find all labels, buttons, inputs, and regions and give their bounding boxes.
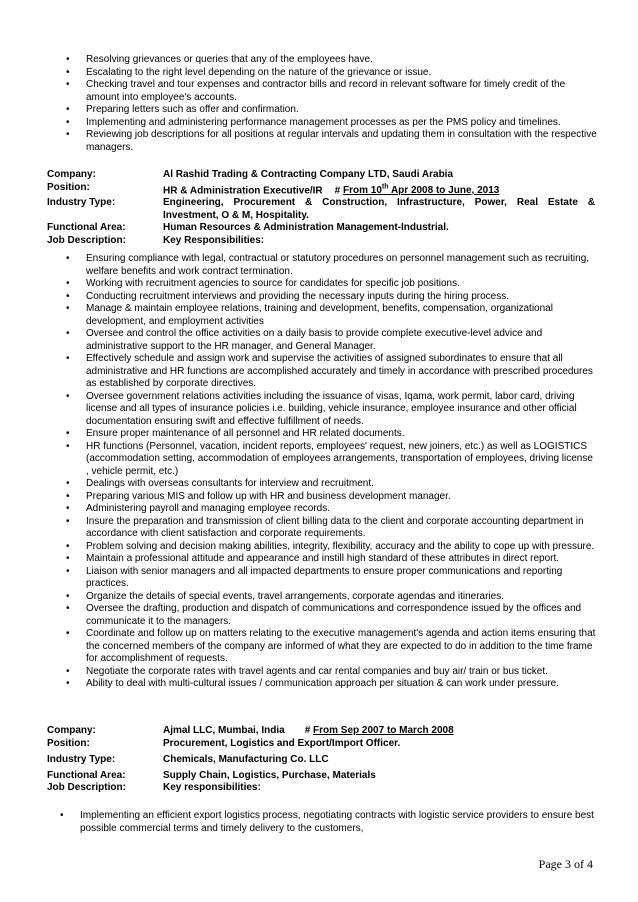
job2-desc-row	[47, 782, 595, 795]
functional-area-label: Functional Area:	[47, 222, 126, 234]
position-label: Position:	[47, 738, 90, 749]
list-item: • Dealings with overseas consultants for interview and recruitment.	[66, 478, 598, 491]
list-item: • Preparing letters such as offer and confirmation.	[66, 104, 598, 117]
company-name: Al Rashid Trading & Contracting Company LTD, Saudi Arabia	[163, 169, 454, 180]
industry-label: Industry Type:	[47, 197, 116, 209]
date-prefix: #	[334, 184, 341, 196]
list-item: • Ensuring compliance with legal, contractual or statutory procedures on personnel management such as recruiting, welfare benefits and work contract termination.	[66, 253, 598, 278]
job2-position-row	[47, 738, 595, 754]
job1-desc-row	[47, 235, 595, 248]
list-item: • Administering payroll and managing employee records.	[66, 503, 598, 516]
list-item: • Problem solving and decision making abilities, integrity, flexibility, accuracy and the ability to cope up with pressure.	[66, 541, 598, 554]
grievance-bullet-list	[66, 54, 598, 154]
list-item: • HR functions (Personnel, vacation, incident reports, employees' request, new joiners, etc.) as well as LOGISTICS (accommodation setting, accommodation of employees arrangements, transportation of employees, driving license , vehicle permit, etc.)	[66, 441, 598, 479]
list-item: • Effectively schedule and assign work and supervise the activities of assigned subordinates to ensure that all administrative and HR functions are accomplished accurately and timely in accordance with prescribed procedures as established by corporate directives.	[66, 353, 598, 391]
page-number: Page 3 of 4	[538, 857, 593, 871]
list-item: • Insure the preparation and transmission of client billing data to the client and corporate accounting department in accordance with client satisfaction and corporate requirements.	[66, 516, 598, 541]
job2-industry-row	[47, 754, 595, 770]
list-item: • Oversee government relations activities including the issuance of visas, Iqama, work permit, labor card, driving license and all types of insurance policies i.e. building, vehicle insurance, employee insurance and other official documentation ensuring swift and effective fulfillment of needs.	[66, 391, 598, 429]
industry-line-1: Engineering, Procurement & Construction, Infrastructure, Power, Real Estate &	[163, 197, 595, 209]
functional-area: Human Resources & Administration Management-Industrial.	[163, 222, 449, 234]
job-description-heading: Key responsibilities:	[163, 782, 261, 793]
job-description-label: Job Description:	[47, 782, 126, 793]
list-item: • Liaison with senior managers and all impacted departments to ensure proper communications and reporting practices.	[66, 566, 598, 591]
list-item: • Conducting recruitment interviews and providing the necessary inputs during the hiring process.	[66, 291, 598, 304]
job1-area-row	[47, 222, 595, 235]
list-item: • Organize the details of special events, travel arrangements, corporate agendas and itineraries.	[66, 591, 598, 604]
list-item: • Implementing and administering performance management processes as per the PMS policy and timelines.	[66, 117, 598, 130]
company-name: Ajmal LLC, Mumbai, India	[163, 725, 285, 736]
job1-info	[47, 169, 595, 247]
position-label: Position:	[47, 181, 90, 193]
industry-label: Industry Type:	[47, 754, 116, 765]
job2-area-row	[47, 770, 595, 782]
list-item: • Escalating to the right level depending on the nature of the grievance or issue.	[66, 67, 598, 80]
list-item: • Checking travel and tour expenses and contractor bills and record in relevant software for timely credit of the amount into employee's accounts.	[66, 79, 598, 104]
responsibilities-list	[66, 253, 598, 691]
job1-company-row	[47, 169, 595, 182]
list-item: • Coordinate and follow up on matters relating to the executive management's agenda and action items ensuring that the concerned members of the company are informed of what they are expected to do in addition to the time frame for accomplishment of requests.	[66, 628, 598, 666]
industry-line-2: Investment, O & M, Hospitality.	[163, 209, 309, 221]
date-prefix: #	[304, 725, 311, 736]
list-item: • Oversee and control the office activities on a daily basis to provide complete executive-level advice and administrative support to the HR manager, and General Manager.	[66, 328, 598, 353]
position-title: Procurement, Logistics and Export/Import Officer.	[163, 738, 401, 749]
job1-position-row	[47, 182, 595, 198]
industry-type: Chemicals, Manufacturing Co. LLC	[163, 754, 329, 765]
job-description-label: Job Description:	[47, 234, 126, 246]
list-item: • Resolving grievances or queries that any of the employees have.	[66, 54, 598, 67]
job1-industry-row	[47, 197, 595, 222]
list-item: • Implementing an efficient export logistics process, negotiating contracts with logistic service providers to ensure best possible commercial terms and timely delivery to the customers,	[60, 810, 598, 835]
job2-info	[47, 725, 595, 795]
list-item: • Working with recruitment agencies to source for candidates for specific job positions.	[66, 278, 598, 291]
list-item: • Reviewing job descriptions for all positions at regular intervals and updating them in consultation with the respective managers.	[66, 129, 598, 154]
employment-dates: From 10th Apr 2008 to June, 2013	[343, 183, 500, 196]
list-item: • Maintain a professional attitude and appearance and instill high standard of these attributes in direct report.	[66, 553, 598, 566]
position-title: HR & Administration Executive/IR	[163, 184, 323, 196]
job2-company-row	[47, 725, 595, 738]
list-item: • Preparing various MIS and follow up with HR and business development manager.	[66, 491, 598, 504]
company-label: Company:	[47, 169, 96, 180]
list-item: • Manage & maintain employee relations, training and development, benefits, compensation, organizational development, and employment activities	[66, 303, 598, 328]
functional-area-label: Functional Area:	[47, 770, 126, 781]
list-item: • Ensure proper maintenance of all personnel and HR related documents.	[66, 428, 598, 441]
employment-dates: From Sep 2007 to March 2008	[313, 725, 454, 736]
list-item: • Negotiate the corporate rates with travel agents and car rental companies and buy air/ train or bus ticket.	[66, 666, 598, 679]
company-label: Company:	[47, 725, 96, 736]
functional-area: Supply Chain, Logistics, Purchase, Materials	[163, 770, 376, 781]
list-item: • Oversee the drafting, production and dispatch of communications and correspondence issued by the offices and communicate it to the managers.	[66, 603, 598, 628]
job-description-heading: Key Responsibilities:	[163, 234, 265, 246]
responsibilities-list-2	[60, 810, 598, 835]
list-item: • Ability to deal with multi-cultural issues / communication approach per situation & can work under pressure.	[66, 678, 598, 691]
